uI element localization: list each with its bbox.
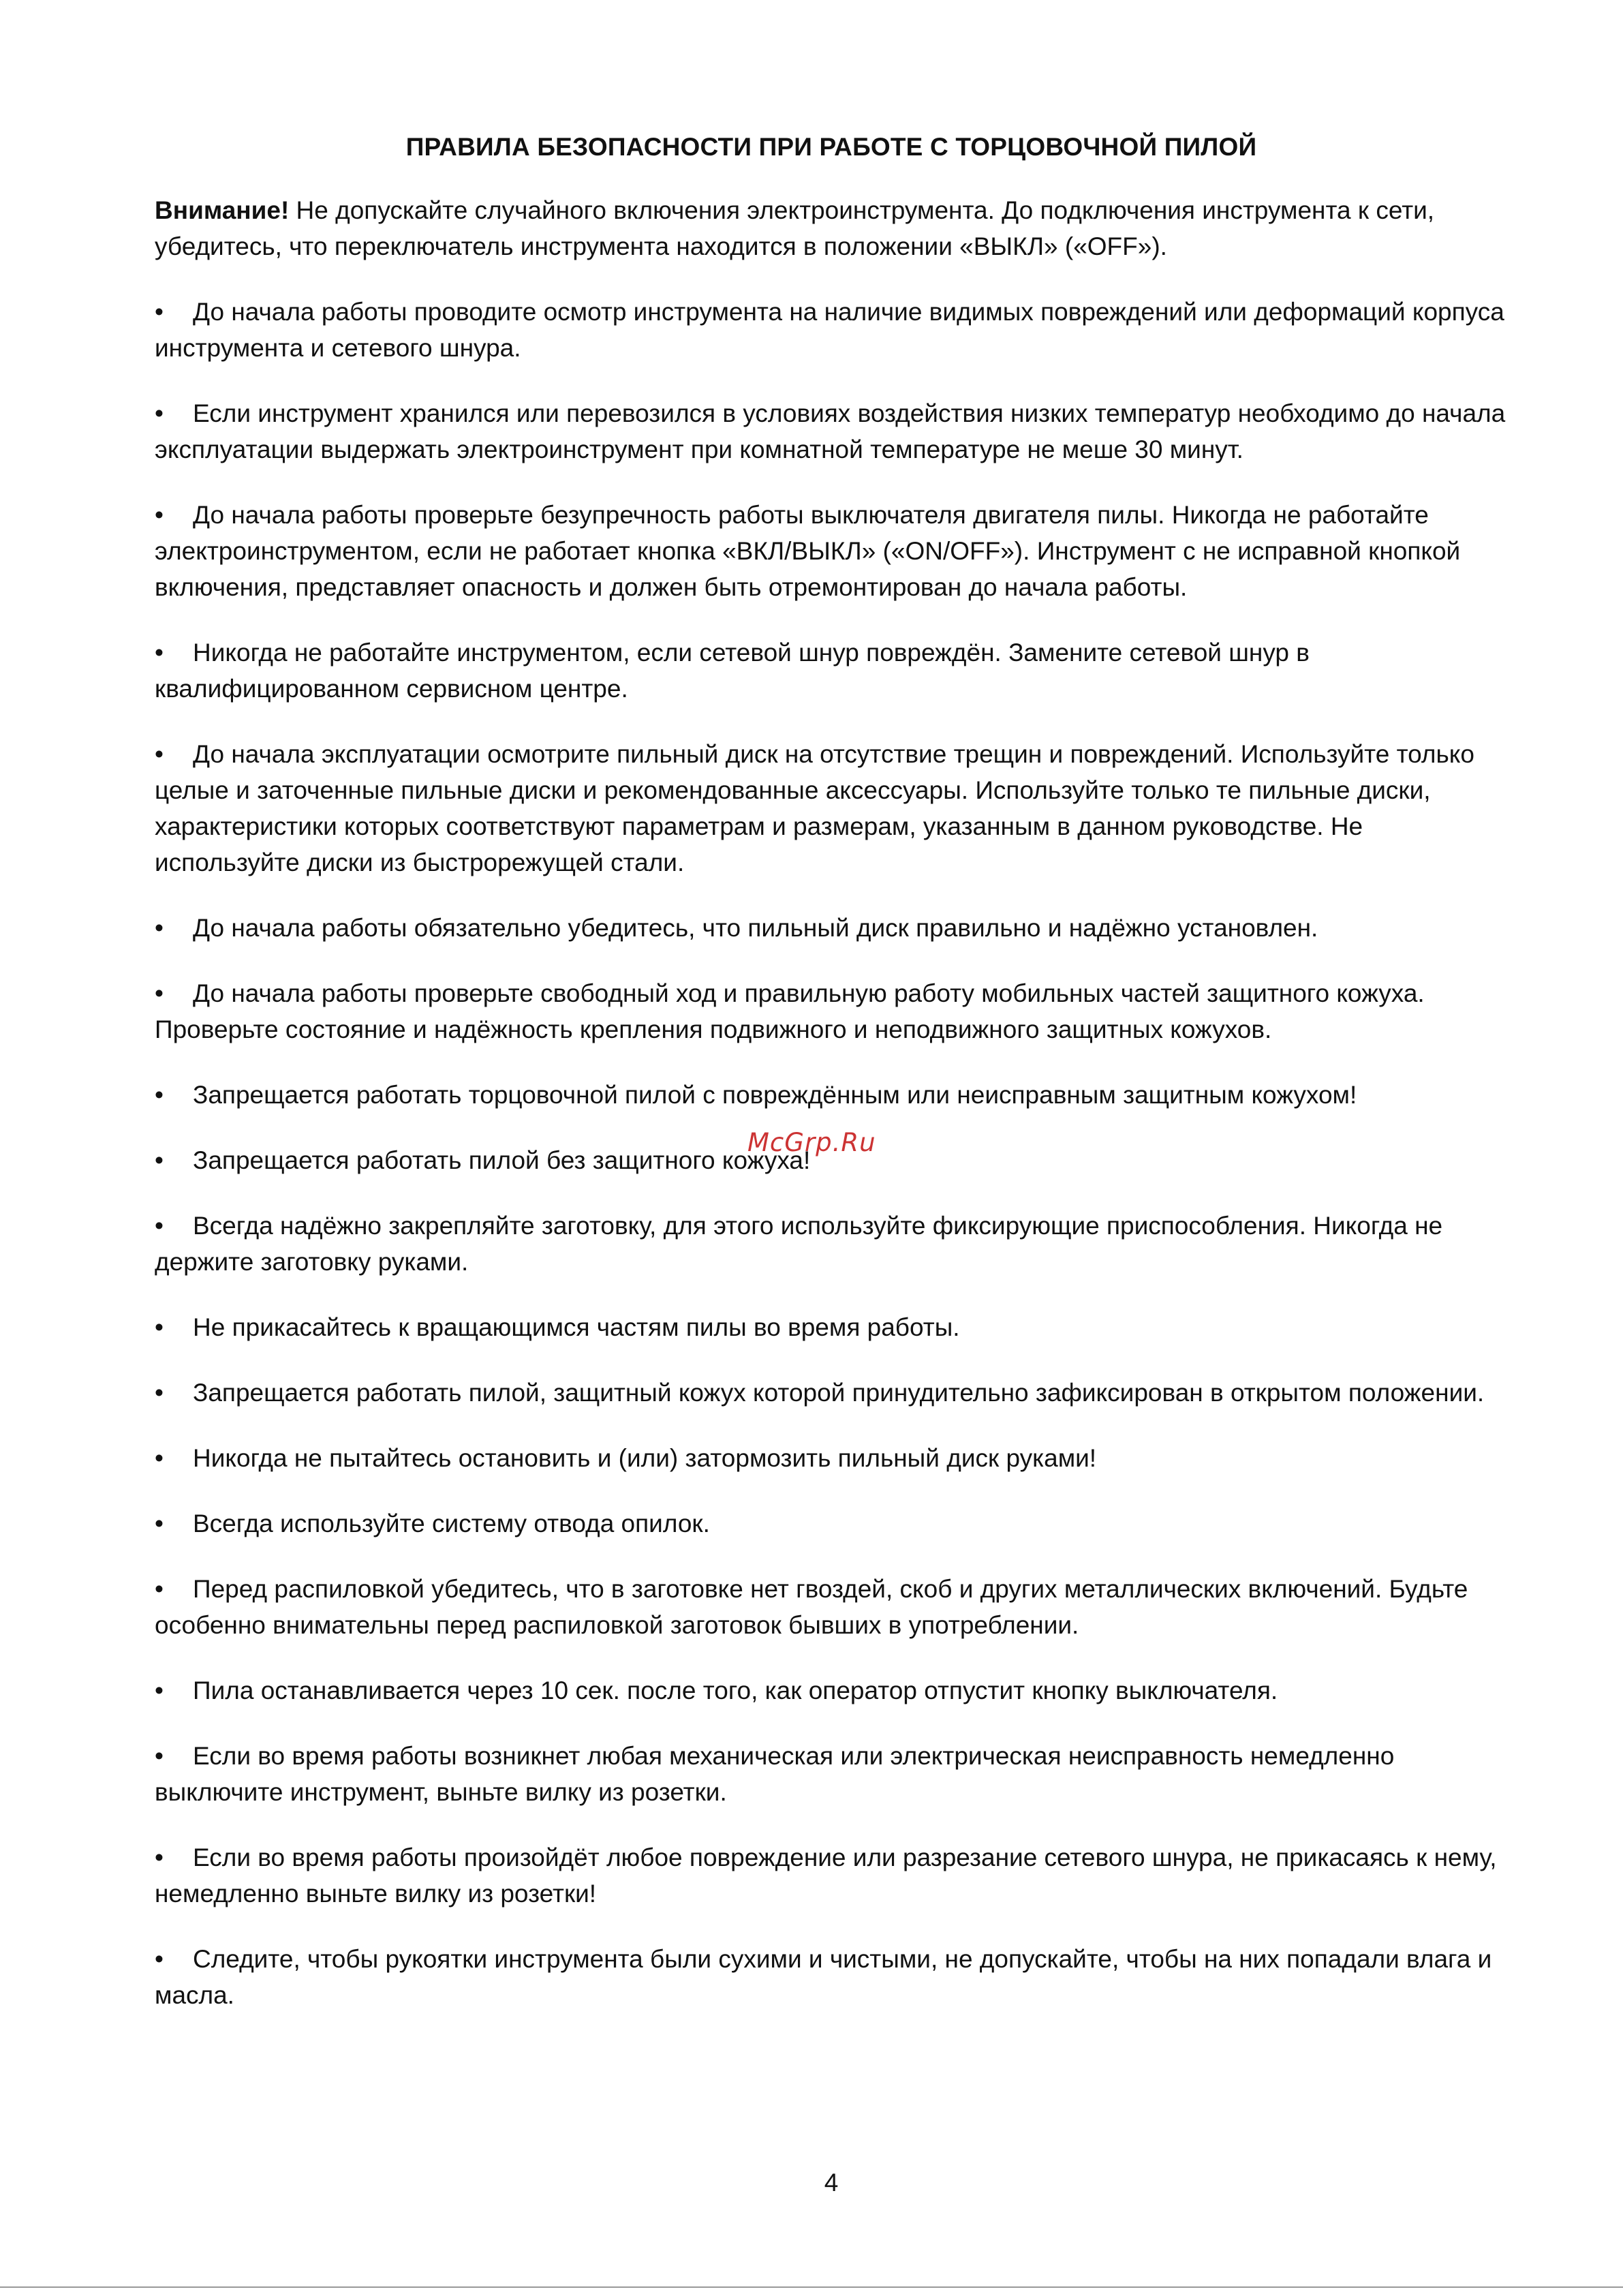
- list-item-text: До начала работы проверьте безупречность работы выключателя двигателя пилы. Никогда не работайте электроинструментом, если не работает кнопка «ВКЛ/ВЫКЛ» («ON/OFF»). Инструмент с не исправной кнопкой включения, представляет опасность и должен быть отремонтирован до начала работы.: [155, 501, 1461, 601]
- list-item: [155, 1839, 1507, 1912]
- list-item-text: Никогда не пытайтесь остановить и (или) затормозить пильный диск руками!: [193, 1444, 1097, 1472]
- list-item: [155, 910, 1507, 946]
- list-item-text: До начала работы проверьте свободный ход и правильную работу мобильных частей защитного кожуха. Проверьте состояние и надёжность крепления подвижного и неподвижного защитных кожухов.: [155, 979, 1425, 1043]
- list-item-text: Если во время работы произойдёт любое повреждение или разрезание сетевого шнура, не прикасаясь к нему, немедленно выньте вилку из розетки!: [155, 1843, 1497, 1908]
- page-number: 4: [824, 2169, 839, 2196]
- list-item: [155, 1941, 1507, 2013]
- page-title: ПРАВИЛА БЕЗОПАСНОСТИ ПРИ РАБОТЕ С ТОРЦОВОЧНОЙ ПИЛОЙ: [405, 133, 1257, 161]
- bullet-icon: •: [155, 1510, 164, 1537]
- list-item: [155, 1440, 1507, 1476]
- list-item: [155, 1672, 1507, 1709]
- bullet-icon: •: [155, 1379, 164, 1407]
- bullet-icon: •: [155, 1843, 164, 1871]
- bullet-icon: •: [155, 740, 164, 768]
- list-item-text: Запрещается работать торцовочной пилой с повреждённым или неисправным защитным кожухом!: [193, 1081, 1357, 1109]
- list-item: [155, 736, 1507, 881]
- bullet-icon: •: [155, 1575, 164, 1603]
- list-item-text: Перед распиловкой убедитесь, что в заготовке нет гвоздей, скоб и других металлических включений. Будьте особенно внимательны перед распиловкой заготовок бывших в употреблении.: [155, 1575, 1468, 1639]
- list-item-text: Следите, чтобы рукоятки инструмента были сухими и чистыми, не допускайте, чтобы на них попадали влага и масла.: [155, 1945, 1492, 2009]
- list-item: [155, 1505, 1507, 1542]
- list-item-text: Если во время работы возникнет любая механическая или электрическая неисправность немедленно выключите инструмент, выньте вилку из розетки.: [155, 1742, 1395, 1806]
- warning-text: Не допускайте случайного включения электроинструмента. До подключения инструмента к сети, убедитесь, что переключатель инструмента находится в положении «ВЫКЛ» («OFF»).: [155, 196, 1435, 260]
- list-item: [155, 634, 1507, 707]
- list-item: [155, 1077, 1507, 1113]
- warning-paragraph: [155, 192, 1507, 264]
- bullet-icon: •: [155, 1945, 164, 1973]
- bullet-icon: •: [155, 639, 164, 667]
- page-bottom-divider: [0, 2286, 1623, 2288]
- bullet-icon: •: [155, 1081, 164, 1109]
- list-item-text: До начала работы обязательно убедитесь, что пильный диск правильно и надёжно установлен.: [193, 914, 1318, 942]
- bullet-icon: •: [155, 1212, 164, 1240]
- list-item-text: Всегда используйте систему отвода опилок.: [193, 1510, 710, 1537]
- list-item: [155, 395, 1507, 468]
- list-item: [155, 1738, 1507, 1810]
- bullet-icon: •: [155, 1677, 164, 1704]
- bullet-icon: •: [155, 1313, 164, 1341]
- bullet-icon: •: [155, 914, 164, 942]
- list-item-text: Запрещается работать пилой, защитный кожух которой принудительно зафиксирован в открытом положении.: [193, 1379, 1485, 1407]
- list-item-text: До начала эксплуатации осмотрите пильный диск на отсутствие трещин и повреждений. Используйте только целые и заточенные пильные диски и рекомендованные аксессуары. Используйте только те пильные диски, характеристики которых соответствуют параметрам и размерам, указанным в данном руководстве. Не используйте диски из быстрорежущей стали.: [155, 740, 1474, 876]
- list-item: [155, 1375, 1507, 1411]
- watermark: McGrp.Ru: [747, 1128, 876, 1157]
- list-item: [155, 1309, 1507, 1345]
- list-item: [155, 294, 1507, 366]
- list-item: [155, 497, 1507, 605]
- list-item-text: Не прикасайтесь к вращающимся частям пилы во время работы.: [193, 1313, 960, 1341]
- bullet-icon: •: [155, 1444, 164, 1472]
- list-item-text: Если инструмент хранился или перевозился в условиях воздействия низких температур необходимо до начала эксплуатации выдержать электроинструмент при комнатной температуре не меше 30 минут.: [155, 399, 1506, 463]
- bullet-icon: •: [155, 979, 164, 1007]
- list-item: [155, 1571, 1507, 1643]
- list-item-text: Запрещается работать пилой без защитного кожуха!: [193, 1146, 811, 1174]
- list-item: [155, 975, 1507, 1047]
- bullet-icon: •: [155, 1742, 164, 1770]
- bullet-icon: •: [155, 1146, 164, 1174]
- list-item: [155, 1208, 1507, 1280]
- list-item-text: Всегда надёжно закрепляйте заготовку, для этого используйте фиксирующие приспособления. Никогда не держите заготовку руками.: [155, 1212, 1443, 1276]
- bullet-icon: •: [155, 399, 164, 427]
- list-item-text: До начала работы проводите осмотр инструмента на наличие видимых повреждений или деформаций корпуса инструмента и сетевого шнура.: [155, 298, 1504, 362]
- bullet-icon: •: [155, 501, 164, 529]
- bullet-icon: •: [155, 298, 164, 326]
- list-item-text: Никогда не работайте инструментом, если сетевой шнур повреждён. Замените сетевой шнур в квалифицированном сервисном центре.: [155, 639, 1310, 703]
- document-body: [155, 192, 1507, 2042]
- list-item-text: Пила останавливается через 10 сек. после того, как оператор отпустит кнопку выключателя.: [193, 1677, 1278, 1704]
- warning-label: Внимание!: [155, 196, 290, 224]
